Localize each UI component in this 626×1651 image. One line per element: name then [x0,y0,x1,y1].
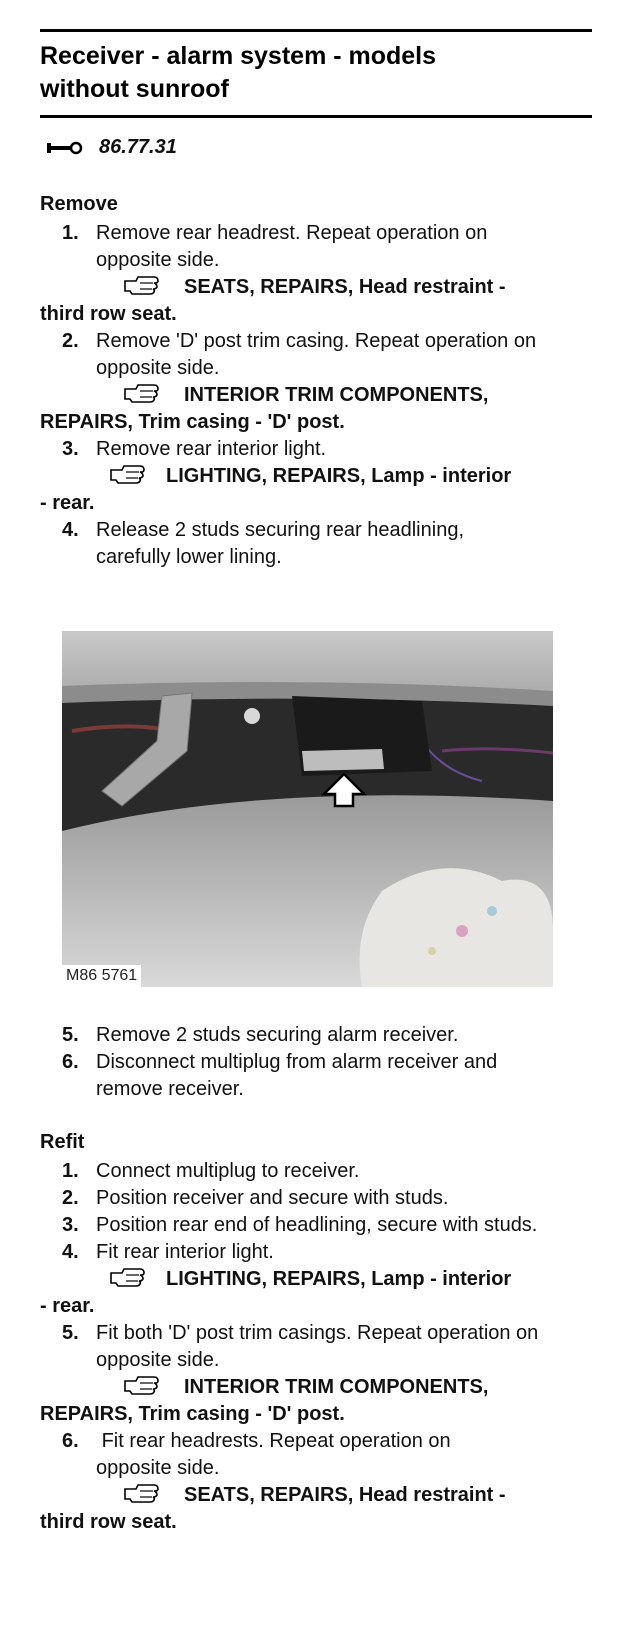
step-number: 2. [62,1187,79,1209]
operation-code [47,136,177,159]
step-text: Remove 'D' post trim casing. Repeat operation on opposite side. [96,330,537,379]
step-text: Remove 2 studs securing alarm receiver. [96,1024,459,1046]
step-number: 5. [62,1024,79,1046]
pointing-hand-icon [124,275,160,295]
pointing-hand-icon [124,1375,160,1395]
list-item [40,436,600,517]
remove-steps [40,220,600,571]
title-line-1: Receiver - alarm system - models [40,42,437,70]
step-text: Remove rear headrest. Repeat operation on opposite side. [96,222,488,271]
pointing-hand-icon [124,383,160,403]
step-number: 6. [62,1051,79,1073]
step-text: Fit rear headrests. Repeat operation on opposite side. [96,1430,457,1479]
list-item [40,1185,600,1212]
step-text: Fit rear interior light. [96,1241,274,1263]
refit-heading: Refit [40,1131,85,1153]
top-rule [40,29,592,32]
remove-steps-continued [40,1022,600,1103]
list-item [40,1158,600,1185]
step-number: 1. [62,1160,79,1182]
list-item [40,1239,600,1320]
reference-line-1: LIGHTING, REPAIRS, Lamp - interior [166,1268,512,1290]
list-item [40,1212,600,1239]
step-number: 1. [62,222,79,244]
cross-reference[interactable] [40,274,600,328]
remove-heading: Remove [40,193,118,215]
refit-steps [40,1158,600,1536]
pointing-hand-icon [110,1267,146,1287]
reference-line-2: REPAIRS, Trim casing - 'D' post. [40,1403,345,1425]
alarm-receiver-photo [62,631,553,987]
pointing-hand-icon [110,464,146,484]
reference-line-2: third row seat. [40,303,177,325]
step-text: Release 2 studs securing rear headlining, carefully lower lining. [96,519,464,568]
list-item [40,1049,600,1103]
list-item [40,220,600,328]
step-text: Fit both 'D' post trim casings. Repeat operation on opposite side. [96,1322,539,1371]
cross-reference[interactable] [40,463,600,517]
step-number: 3. [62,438,79,460]
step-number: 4. [62,1241,79,1263]
cross-reference[interactable] [40,1374,600,1428]
step-text: Disconnect multiplug from alarm receiver and remove receiver. [96,1051,498,1100]
reference-line-1: INTERIOR TRIM COMPONENTS, [184,1376,489,1398]
step-number: 5. [62,1322,79,1344]
reference-line-1: INTERIOR TRIM COMPONENTS, [184,384,489,406]
list-item [40,1428,600,1536]
step-number: 6. [62,1430,79,1452]
step-number: 3. [62,1214,79,1236]
reference-line-2: - rear. [40,1295,95,1317]
list-item [40,1320,600,1428]
operation-number: 86.77.31 [99,136,177,158]
step-text: Remove rear interior light. [96,438,327,460]
step-number: 4. [62,519,79,541]
reference-line-1: SEATS, REPAIRS, Head restraint - [184,1484,506,1506]
list-item [40,328,600,436]
title-rule [40,115,592,118]
step-text: Connect multiplug to receiver. [96,1160,360,1182]
list-item [40,517,600,571]
list-item [40,1022,600,1049]
reference-line-1: SEATS, REPAIRS, Head restraint - [184,276,506,298]
cross-reference[interactable] [40,1266,600,1320]
pointing-hand-icon [124,1483,160,1503]
reference-line-2: - rear. [40,492,95,514]
title-line-2: without sunroof [40,75,229,103]
step-text: Position receiver and secure with studs. [96,1187,449,1209]
wrench-icon [47,141,83,155]
cross-reference[interactable] [40,382,600,436]
reference-line-2: third row seat. [40,1511,177,1533]
page-title [40,40,592,106]
step-text: Position rear end of headlining, secure with studs. [96,1214,538,1236]
reference-line-2: REPAIRS, Trim casing - 'D' post. [40,411,345,433]
reference-line-1: LIGHTING, REPAIRS, Lamp - interior [166,465,512,487]
cross-reference[interactable] [40,1482,600,1536]
figure-photo [62,631,553,987]
figure-caption: M86 5761 [62,965,141,987]
step-number: 2. [62,330,79,352]
